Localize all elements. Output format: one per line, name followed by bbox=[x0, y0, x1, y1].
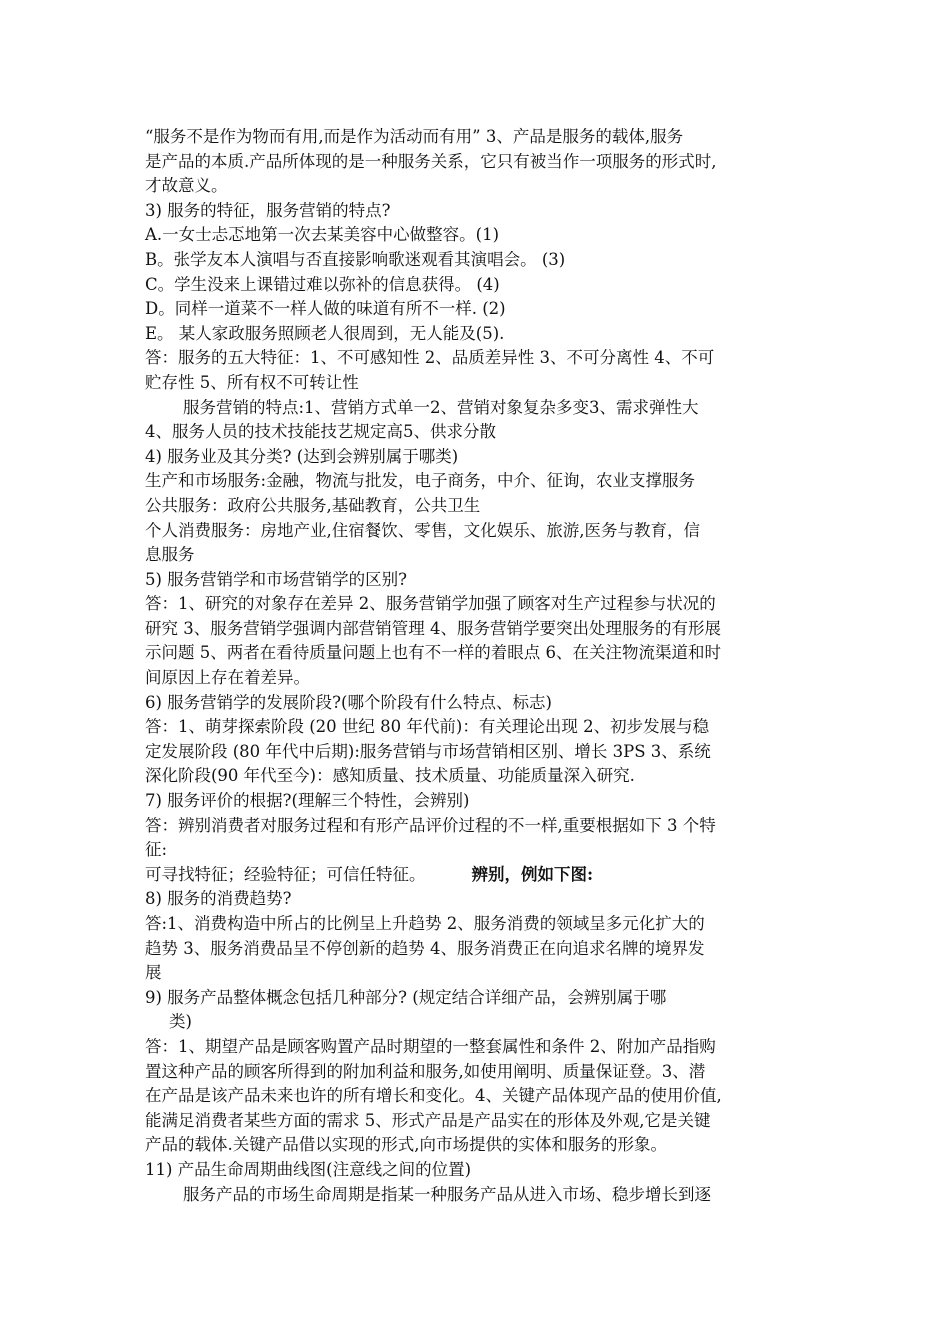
answer-line: 公共服务：政府公共服务,基础教育，公共卫生 bbox=[145, 495, 481, 515]
answer-line: 答：辨别消费者对服务过程和有形产品评价过程的不一样,重要根据如下 3 个特 bbox=[145, 815, 716, 835]
answer-line: 趋势 3、服务消费品呈不停创新的趋势 4、服务消费正在向追求名牌的境界发 bbox=[145, 938, 705, 958]
text-line: 才故意义。 bbox=[145, 176, 228, 196]
question-heading-4: 4) 服务业及其分类? (达到会辨别属于哪类) bbox=[145, 446, 459, 466]
question-heading-5: 5) 服务营销学和市场营销学的区别? bbox=[145, 569, 408, 589]
list-item-e: E。 某人家政服务照顾老人很周到，无人能及(5). bbox=[145, 323, 505, 343]
answer-line: 贮存性 5、所有权不可转让性 bbox=[145, 372, 359, 392]
answer-line: 示问题 5、两者在看待质量问题上也有不一样的着眼点 6、在关注物流渠道和时 bbox=[145, 643, 721, 663]
answer-line: 4、服务人员的技术技能技艺规定高5、供求分散 bbox=[145, 422, 496, 442]
question-heading-11: 11) 产品生命周期曲线图(注意线之间的位置) bbox=[145, 1159, 472, 1179]
answer-line: 征: bbox=[145, 840, 168, 860]
question-heading-6: 6) 服务营销学的发展阶段?(哪个阶段有什么特点、标志) bbox=[145, 692, 552, 712]
bold-note: 辨别，例如下图: bbox=[471, 864, 594, 884]
answer-line bbox=[145, 863, 813, 888]
answer-line: 生产和市场服务:金融，物流与批发，电子商务，中介、征询，农业支撑服务 bbox=[145, 471, 696, 491]
list-item-d: D。同样一道菜不一样人做的味道有所不一样. (2) bbox=[145, 299, 506, 319]
list-item-c: C。学生没来上课错过难以弥补的信息获得。 (4) bbox=[145, 274, 500, 294]
answer-line: 研究 3、服务营销学强调内部营销管理 4、服务营销学要突出处理服务的有形展 bbox=[145, 618, 721, 638]
answer-line: 答：1、期望产品是顾客购置产品时期望的一整套属性和条件 2、附加产品指购 bbox=[145, 1036, 716, 1056]
question-heading-9-cont: 类) bbox=[169, 1012, 192, 1032]
answer-line: 服务营销的特点:1、营销方式单一2、营销对象复杂多变3、需求弹性大 bbox=[183, 397, 699, 417]
answer-line: 答：1、研究的对象存在差异 2、服务营销学加强了顾客对生产过程参与状况的 bbox=[145, 594, 716, 614]
answer-line: 能满足消费者某些方面的需求 5、形式产品是产品实在的形体及外观,它是关键 bbox=[145, 1110, 711, 1130]
answer-line: 定发展阶段 (80 年代中后期):服务营销与市场营销相区别、增长 3PS 3、系统 bbox=[145, 741, 711, 761]
answer-line: 个人消费服务：房地产业,住宿餐饮、零售，文化娱乐、旅游,医务与教育，信 bbox=[145, 520, 700, 540]
text-line: “服务不是作为物而有用,而是作为活动而有用” 3、产品是服务的载体,服务 bbox=[145, 127, 684, 146]
answer-line: 息服务 bbox=[145, 545, 195, 565]
document-body bbox=[145, 125, 813, 1207]
text-line: 是产品的本质.产品所体现的是一种服务关系，它只有被当作一项服务的形式时, bbox=[145, 151, 717, 171]
features-text: 可寻找特征；经验特征；可信任特征。 bbox=[145, 864, 426, 884]
paragraph-line: 服务产品的市场生命周期是指某一种服务产品从进入市场、稳步增长到逐 bbox=[183, 1184, 711, 1204]
answer-line: 间原因上存在着差异。 bbox=[145, 668, 310, 688]
answer-line: 答：1、萌芽探索阶段 (20 世纪 80 年代前)：有关理论出现 2、初步发展与稳 bbox=[145, 717, 710, 737]
answer-line: 深化阶段(90 年代至今)：感知质量、技术质量、功能质量深入研究. bbox=[145, 766, 635, 786]
answer-line: 在产品是该产品未来也许的所有增长和变化。4、关键产品体现产品的使用价值, bbox=[145, 1086, 722, 1106]
answer-line: 答：服务的五大特征：1、不可感知性 2、品质差异性 3、不可分离性 4、不可 bbox=[145, 348, 715, 368]
answer-line: 答:1、消费构造中所占的比例呈上升趋势 2、服务消费的领域呈多元化扩大的 bbox=[145, 914, 705, 933]
question-heading-9: 9) 服务产品整体概念包括几种部分? (规定结合详细产品，会辨别属于哪 bbox=[145, 987, 667, 1007]
list-item-b: B。张学友本人演唱与否直接影响歌迷观看其演唱会。 (3) bbox=[145, 249, 566, 269]
question-heading-7: 7) 服务评价的根据?(理解三个特性，会辨别) bbox=[145, 791, 470, 811]
question-heading-8: 8) 服务的消费趋势? bbox=[145, 889, 292, 909]
answer-line: 产品的载体.关键产品借以实现的形式,向市场提供的实体和服务的形象。 bbox=[145, 1135, 667, 1155]
answer-line: 展 bbox=[145, 963, 162, 983]
answer-line: 置这种产品的顾客所得到的附加利益和服务,如使用阐明、质量保证登。3、潜 bbox=[145, 1061, 706, 1081]
list-item-a: A.一女士忐忑地第一次去某美容中心做整容。(1) bbox=[145, 225, 500, 245]
question-heading-3: 3) 服务的特征，服务营销的特点? bbox=[145, 200, 391, 220]
